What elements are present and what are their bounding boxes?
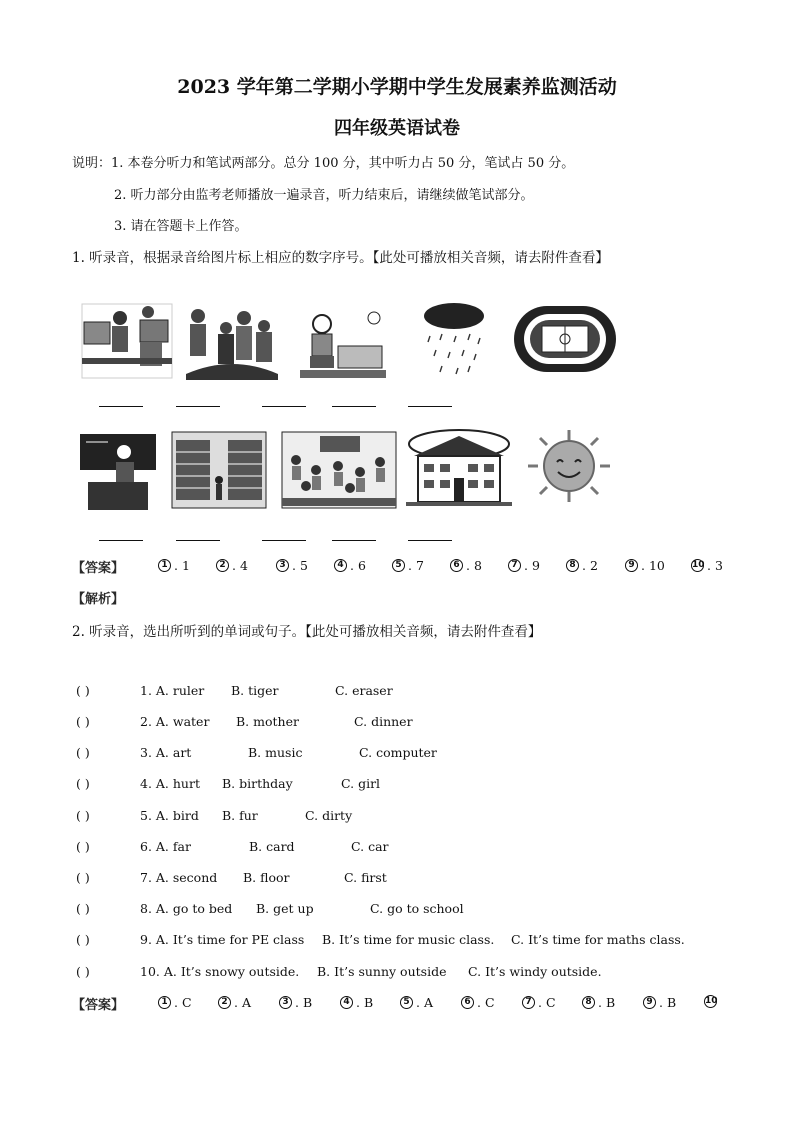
option-b: B. get up <box>256 901 314 916</box>
answer-value: . 6 <box>350 558 366 573</box>
page-title: 2023 学年第二学期小学期中学生发展素养监测活动 <box>177 76 617 98</box>
question-row <box>76 870 736 886</box>
question-2-prompt: 2. 听录音，选出所听到的单词或句子。【此处可播放相关音频，请去附件查看】 <box>72 624 542 640</box>
circled-number: 7 <box>508 559 521 572</box>
answer-value: . B <box>598 995 616 1010</box>
answer-item <box>643 995 676 1010</box>
option-b: B. mother <box>236 714 299 729</box>
answer-value: . 9 <box>524 558 540 573</box>
question-row <box>76 808 736 824</box>
answer-parentheses[interactable]: ( ) <box>76 964 90 979</box>
option-c: C. computer <box>359 745 437 760</box>
question-row <box>76 683 736 699</box>
circled-number: 9 <box>625 559 638 572</box>
answer-item <box>400 995 433 1010</box>
answer-item <box>522 995 556 1010</box>
answer-item <box>392 558 424 573</box>
circled-number: 3 <box>279 996 292 1009</box>
option-b: B. tiger <box>231 683 279 698</box>
answer-blank[interactable] <box>332 406 376 407</box>
boy-bedroom-icon <box>300 306 386 380</box>
circled-number: 3 <box>276 559 289 572</box>
question-1-prompt: 1. 听录音，根据录音给图片标上相应的数字序号。【此处可播放相关音频，请去附件查看】 <box>72 250 609 266</box>
answer-item <box>461 995 495 1010</box>
option-a: 2. A. water <box>140 714 210 729</box>
instructions-line-2: 2. 听力部分由监考老师播放一遍录音，听力结束后，请继续做笔试部分。 <box>114 188 534 203</box>
option-a: 3. A. art <box>140 745 192 760</box>
answer-value: . 1 <box>174 558 190 573</box>
answer-value: . 2 <box>582 558 598 573</box>
option-b: B. It’s time for music class. <box>322 932 495 947</box>
answer-parentheses[interactable]: ( ) <box>76 776 90 791</box>
circled-number: 5 <box>400 996 413 1009</box>
answer-blank[interactable] <box>176 406 220 407</box>
option-a: 10. A. It’s snowy outside. <box>140 964 300 979</box>
option-c: C. car <box>351 839 389 854</box>
answer-blank[interactable] <box>262 540 306 541</box>
circled-number: 7 <box>522 996 535 1009</box>
answer-value: . C <box>477 995 495 1010</box>
question-row <box>76 745 736 761</box>
answer-item <box>508 558 540 573</box>
circled-number: 2 <box>216 559 229 572</box>
option-a: 9. A. It’s time for PE class <box>140 932 305 947</box>
question-row <box>76 839 736 855</box>
answer-value: . 5 <box>292 558 308 573</box>
answer-value: . C <box>174 995 192 1010</box>
answer-parentheses[interactable]: ( ) <box>76 714 90 729</box>
instructions-line-1: 说明：1. 本卷分听力和笔试两部分。总分 100 分，其中听力占 50 分，笔试占 50 分。 <box>72 156 575 171</box>
answer-blank[interactable] <box>99 406 143 407</box>
answer-item <box>276 558 308 573</box>
option-b: B. floor <box>243 870 290 885</box>
page-subtitle: 四年级英语试卷 <box>334 118 460 139</box>
teacher-blackboard-icon <box>78 432 158 512</box>
answer-parentheses[interactable]: ( ) <box>76 839 90 854</box>
answer-item <box>704 995 720 1008</box>
option-c: C. eraser <box>335 683 393 698</box>
question-row <box>76 964 736 980</box>
circled-number: 6 <box>461 996 474 1009</box>
answer-parentheses[interactable]: ( ) <box>76 901 90 916</box>
option-b: B. fur <box>222 808 258 823</box>
option-a: 4. A. hurt <box>140 776 200 791</box>
answer-blank[interactable] <box>408 540 452 541</box>
answer-label: 【答案】 <box>72 998 125 1013</box>
option-a: 7. A. second <box>140 870 218 885</box>
answer-item <box>691 558 723 573</box>
answer-blank[interactable] <box>176 540 220 541</box>
answer-blank[interactable] <box>408 406 452 407</box>
circled-number: 8 <box>582 996 595 1009</box>
option-c: C. first <box>344 870 387 885</box>
circled-number: 2 <box>218 996 231 1009</box>
answer-value: . 7 <box>408 558 424 573</box>
analysis-label: 【解析】 <box>72 592 125 607</box>
answer-blank[interactable] <box>262 406 306 407</box>
answer-value: . B <box>659 995 677 1010</box>
question-row <box>76 776 736 792</box>
school-building-icon <box>406 428 512 508</box>
answer-label: 【答案】 <box>72 561 125 576</box>
circled-number: 10 <box>692 560 705 570</box>
question-row <box>76 932 736 948</box>
computer-room-icon <box>80 302 174 380</box>
answer-item <box>218 995 251 1010</box>
option-a: 8. A. go to bed <box>140 901 233 916</box>
circled-number: 8 <box>566 559 579 572</box>
option-a: 6. A. far <box>140 839 191 854</box>
classroom-children-icon <box>280 430 398 510</box>
option-c: C. dirty <box>305 808 353 823</box>
circled-number: 4 <box>340 996 353 1009</box>
answer-item <box>158 995 192 1010</box>
answer-parentheses[interactable]: ( ) <box>76 932 90 947</box>
circled-number: 4 <box>334 559 347 572</box>
circled-number: 1 <box>158 996 171 1009</box>
option-c: C. dinner <box>354 714 413 729</box>
question-row <box>76 901 736 917</box>
circled-number: 9 <box>643 996 656 1009</box>
rain-cloud-icon <box>416 300 492 380</box>
answer-parentheses[interactable]: ( ) <box>76 808 90 823</box>
answer-item <box>582 995 615 1010</box>
sports-field-icon <box>512 302 618 376</box>
answer-item <box>216 558 248 573</box>
option-b: B. It’s sunny outside <box>317 964 447 979</box>
answer-parentheses[interactable]: ( ) <box>76 870 90 885</box>
answer-value: . C <box>538 995 556 1010</box>
answer-value: . 10 <box>641 558 665 573</box>
people-group-icon <box>186 304 278 382</box>
answer-parentheses[interactable]: ( ) <box>76 745 90 760</box>
option-b: B. card <box>249 839 295 854</box>
answer-item <box>450 558 482 573</box>
option-a: 5. A. bird <box>140 808 199 823</box>
answer-value: . A <box>416 995 433 1010</box>
answer-item <box>625 558 665 573</box>
option-c: C. go to school <box>370 901 464 916</box>
question-row <box>76 714 736 730</box>
library-icon <box>170 430 268 510</box>
option-c: C. It’s windy outside. <box>468 964 602 979</box>
answer-value: . A <box>234 995 251 1010</box>
answer-blank[interactable] <box>99 540 143 541</box>
answer-parentheses[interactable]: ( ) <box>76 683 90 698</box>
answer-value: . B <box>356 995 374 1010</box>
answer-value: . 4 <box>232 558 248 573</box>
option-b: B. music <box>248 745 303 760</box>
option-b: B. birthday <box>222 776 293 791</box>
answer-item <box>566 558 598 573</box>
option-a: 1. A. ruler <box>140 683 205 698</box>
answer-item <box>340 995 373 1010</box>
instructions-line-3: 3. 请在答题卡上作答。 <box>114 219 248 234</box>
answer-item <box>158 558 190 573</box>
answer-item <box>279 995 312 1010</box>
answer-value: . B <box>295 995 313 1010</box>
option-c: C. It’s time for maths class. <box>511 932 685 947</box>
sun-icon <box>524 428 614 504</box>
answer-blank[interactable] <box>332 540 376 541</box>
circled-number: 6 <box>450 559 463 572</box>
circled-number: 1 <box>158 559 171 572</box>
answer-item <box>334 558 366 573</box>
answer-value: . 3 <box>707 558 723 573</box>
answer-value: . 8 <box>466 558 482 573</box>
circled-number: 10 <box>705 996 718 1006</box>
circled-number: 5 <box>392 559 405 572</box>
option-c: C. girl <box>341 776 381 791</box>
